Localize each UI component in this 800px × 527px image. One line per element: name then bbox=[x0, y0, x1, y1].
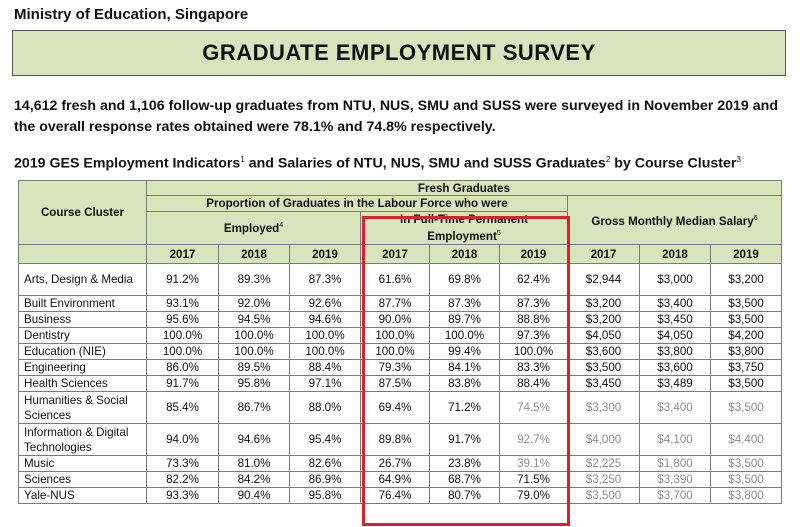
value-cell: 86.0% bbox=[147, 360, 219, 376]
value-cell: $3,200 bbox=[711, 264, 782, 296]
value-cell: 69.8% bbox=[430, 264, 500, 296]
value-cell: 92.7% bbox=[500, 424, 568, 456]
course-cluster-cell: Information & Digital Technologies bbox=[19, 424, 147, 456]
value-cell: $3,500 bbox=[711, 376, 782, 392]
value-cell: 83.3% bbox=[500, 360, 568, 376]
survey-title: GRADUATE EMPLOYMENT SURVEY bbox=[202, 40, 596, 65]
table-heading-part2: and Salaries of NTU, NUS, SMU and SUSS Graduates bbox=[244, 155, 606, 172]
value-cell: 97.3% bbox=[500, 328, 568, 344]
value-cell: 94.6% bbox=[219, 424, 290, 456]
value-cell: $3,500 bbox=[711, 456, 782, 472]
course-cluster-cell: Music bbox=[19, 456, 147, 472]
value-cell: 91.7% bbox=[430, 424, 500, 456]
footnote-5: 5 bbox=[496, 229, 501, 237]
value-cell: 93.1% bbox=[147, 296, 219, 312]
value-cell: 87.3% bbox=[500, 296, 568, 312]
value-cell: 99.4% bbox=[430, 344, 500, 360]
value-cell: 64.9% bbox=[361, 472, 430, 488]
footnote-6: 6 bbox=[753, 214, 758, 222]
value-cell: $3,700 bbox=[640, 488, 711, 504]
value-cell: 97.1% bbox=[290, 376, 361, 392]
year-header-cell: 2019 bbox=[711, 245, 782, 264]
table-row bbox=[19, 376, 782, 392]
course-cluster-cell: Sciences bbox=[19, 472, 147, 488]
value-cell: $1,800 bbox=[640, 456, 711, 472]
course-cluster-cell: Health Sciences bbox=[19, 376, 147, 392]
value-cell: 73.3% bbox=[147, 456, 219, 472]
value-cell: $3,500 bbox=[568, 488, 640, 504]
value-cell: $3,390 bbox=[640, 472, 711, 488]
value-cell: $4,050 bbox=[640, 328, 711, 344]
footnote-3: 3 bbox=[736, 155, 741, 164]
value-cell: 61.6% bbox=[361, 264, 430, 296]
value-cell: 100.0% bbox=[290, 344, 361, 360]
year-header-cell: 2017 bbox=[568, 245, 640, 264]
value-cell: 23.8% bbox=[430, 456, 500, 472]
value-cell: $3,400 bbox=[640, 392, 711, 424]
value-cell: $3,500 bbox=[711, 312, 782, 328]
salary-header-label: Gross Monthly Median Salary bbox=[591, 214, 754, 228]
value-cell: 84.1% bbox=[430, 360, 500, 376]
value-cell: $3,250 bbox=[568, 472, 640, 488]
salary-header bbox=[568, 196, 782, 245]
value-cell: 100.0% bbox=[147, 344, 219, 360]
value-cell: 39.1% bbox=[500, 456, 568, 472]
value-cell: 100.0% bbox=[361, 344, 430, 360]
value-cell: $3,800 bbox=[711, 344, 782, 360]
value-cell: 88.0% bbox=[290, 392, 361, 424]
course-cluster-cell: Humanities & Social Sciences bbox=[19, 392, 147, 424]
footnote-4: 4 bbox=[279, 221, 284, 229]
year-header-cell: 2018 bbox=[640, 245, 711, 264]
value-cell: $3,450 bbox=[568, 376, 640, 392]
table-row bbox=[19, 264, 782, 296]
fulltime-header bbox=[361, 212, 568, 245]
value-cell: 95.8% bbox=[219, 376, 290, 392]
table-row bbox=[19, 296, 782, 312]
course-cluster-cell: Built Environment bbox=[19, 296, 147, 312]
value-cell: $3,489 bbox=[640, 376, 711, 392]
table-row bbox=[19, 392, 782, 424]
value-cell: 86.7% bbox=[219, 392, 290, 424]
value-cell: 81.0% bbox=[219, 456, 290, 472]
value-cell: 79.3% bbox=[361, 360, 430, 376]
value-cell: $4,200 bbox=[711, 328, 782, 344]
value-cell: $3,000 bbox=[640, 264, 711, 296]
employment-table bbox=[18, 180, 782, 504]
value-cell: 84.2% bbox=[219, 472, 290, 488]
value-cell: 95.6% bbox=[147, 312, 219, 328]
value-cell: 92.0% bbox=[219, 296, 290, 312]
table-row bbox=[19, 344, 782, 360]
table-heading bbox=[14, 155, 794, 172]
value-cell: $3,800 bbox=[640, 344, 711, 360]
proportion-header: Proportion of Graduates in the Labour Force who were bbox=[147, 196, 568, 212]
value-cell: 71.2% bbox=[430, 392, 500, 424]
value-cell: 69.4% bbox=[361, 392, 430, 424]
value-cell: 85.4% bbox=[147, 392, 219, 424]
value-cell: $3,800 bbox=[711, 488, 782, 504]
value-cell: 71.5% bbox=[500, 472, 568, 488]
value-cell: 88.8% bbox=[500, 312, 568, 328]
value-cell: 100.0% bbox=[361, 328, 430, 344]
value-cell: $3,750 bbox=[711, 360, 782, 376]
employed-header-label: Employed bbox=[223, 221, 280, 235]
course-cluster-header: Course Cluster bbox=[19, 181, 147, 245]
table-body bbox=[19, 264, 782, 504]
course-cluster-cell: Dentistry bbox=[19, 328, 147, 344]
value-cell: $3,500 bbox=[711, 472, 782, 488]
year-header-cell: 2017 bbox=[147, 245, 219, 264]
fulltime-header-line1: In Full-Time Permanent bbox=[400, 212, 528, 226]
value-cell: $3,500 bbox=[711, 296, 782, 312]
value-cell: $4,050 bbox=[568, 328, 640, 344]
value-cell: $4,400 bbox=[711, 424, 782, 456]
value-cell: 68.7% bbox=[430, 472, 500, 488]
value-cell: $2,944 bbox=[568, 264, 640, 296]
value-cell: 89.5% bbox=[219, 360, 290, 376]
value-cell: $4,000 bbox=[568, 424, 640, 456]
value-cell: 94.6% bbox=[290, 312, 361, 328]
value-cell: 87.3% bbox=[430, 296, 500, 312]
year-header-cell: 2018 bbox=[219, 245, 290, 264]
table-heading-part3: by Course Cluster bbox=[610, 155, 737, 172]
value-cell: 100.0% bbox=[147, 328, 219, 344]
value-cell: 79.0% bbox=[500, 488, 568, 504]
value-cell: 87.7% bbox=[361, 296, 430, 312]
footnote-1: 1 bbox=[240, 155, 245, 164]
course-cluster-cell: Education (NIE) bbox=[19, 344, 147, 360]
value-cell: 100.0% bbox=[290, 328, 361, 344]
value-cell: $3,400 bbox=[640, 296, 711, 312]
value-cell: 26.7% bbox=[361, 456, 430, 472]
course-cluster-cell: Engineering bbox=[19, 360, 147, 376]
value-cell: $4,100 bbox=[640, 424, 711, 456]
table-row bbox=[19, 472, 782, 488]
value-cell: $3,500 bbox=[711, 392, 782, 424]
value-cell: $3,200 bbox=[568, 296, 640, 312]
table-row bbox=[19, 328, 782, 344]
table-row bbox=[19, 424, 782, 456]
ministry-label: Ministry of Education, Singapore bbox=[14, 6, 249, 23]
value-cell: 90.4% bbox=[219, 488, 290, 504]
fulltime-header-line2: Employment bbox=[427, 229, 497, 243]
year-header-cell: 2017 bbox=[361, 245, 430, 264]
value-cell: 95.8% bbox=[290, 488, 361, 504]
value-cell: 76.4% bbox=[361, 488, 430, 504]
table-heading-part1: 2019 GES Employment Indicators bbox=[14, 155, 241, 172]
footnote-2: 2 bbox=[605, 155, 611, 164]
value-cell: 90.0% bbox=[361, 312, 430, 328]
course-cluster-cell: Arts, Design & Media bbox=[19, 264, 147, 296]
course-cluster-cell: Yale-NUS bbox=[19, 488, 147, 504]
value-cell: 93.3% bbox=[147, 488, 219, 504]
year-header-cell: 2019 bbox=[500, 245, 568, 264]
value-cell: 91.7% bbox=[147, 376, 219, 392]
value-cell: $3,600 bbox=[640, 360, 711, 376]
year-header-cell: 2019 bbox=[290, 245, 361, 264]
value-cell: 94.0% bbox=[147, 424, 219, 456]
value-cell: 95.4% bbox=[290, 424, 361, 456]
value-cell: 94.5% bbox=[219, 312, 290, 328]
value-cell: $3,300 bbox=[568, 392, 640, 424]
value-cell: $3,200 bbox=[568, 312, 640, 328]
table-row bbox=[19, 360, 782, 376]
fresh-graduates-header: Fresh Graduates bbox=[147, 181, 782, 196]
value-cell: 92.6% bbox=[290, 296, 361, 312]
intro-paragraph: 14,612 fresh and 1,106 follow-up graduates from NTU, NUS, SMU and SUSS were surveyed in November 2019 and the overall response rates obtained were 78.1% and 74.8% respectively. bbox=[14, 98, 778, 135]
value-cell: 100.0% bbox=[430, 328, 500, 344]
value-cell: 100.0% bbox=[219, 344, 290, 360]
value-cell: 91.2% bbox=[147, 264, 219, 296]
value-cell: 83.8% bbox=[430, 376, 500, 392]
value-cell: 87.5% bbox=[361, 376, 430, 392]
value-cell: $3,500 bbox=[568, 360, 640, 376]
year-header-row bbox=[19, 245, 782, 264]
value-cell: 82.6% bbox=[290, 456, 361, 472]
course-cluster-cell: Business bbox=[19, 312, 147, 328]
value-cell: 88.4% bbox=[290, 360, 361, 376]
value-cell: $2,225 bbox=[568, 456, 640, 472]
value-cell: 89.7% bbox=[430, 312, 500, 328]
value-cell: 88.4% bbox=[500, 376, 568, 392]
survey-title-banner bbox=[12, 30, 786, 76]
value-cell: 89.3% bbox=[219, 264, 290, 296]
value-cell: 80.7% bbox=[430, 488, 500, 504]
employed-header bbox=[147, 212, 361, 245]
year-header-blank bbox=[19, 245, 147, 264]
value-cell: $3,600 bbox=[568, 344, 640, 360]
value-cell: $3,450 bbox=[640, 312, 711, 328]
value-cell: 100.0% bbox=[219, 328, 290, 344]
table-row bbox=[19, 456, 782, 472]
year-header-cell: 2018 bbox=[430, 245, 500, 264]
value-cell: 62.4% bbox=[500, 264, 568, 296]
value-cell: 87.3% bbox=[290, 264, 361, 296]
value-cell: 74.5% bbox=[500, 392, 568, 424]
table-row bbox=[19, 488, 782, 504]
value-cell: 86.9% bbox=[290, 472, 361, 488]
value-cell: 82.2% bbox=[147, 472, 219, 488]
table-row bbox=[19, 312, 782, 328]
value-cell: 89.8% bbox=[361, 424, 430, 456]
value-cell: 100.0% bbox=[500, 344, 568, 360]
